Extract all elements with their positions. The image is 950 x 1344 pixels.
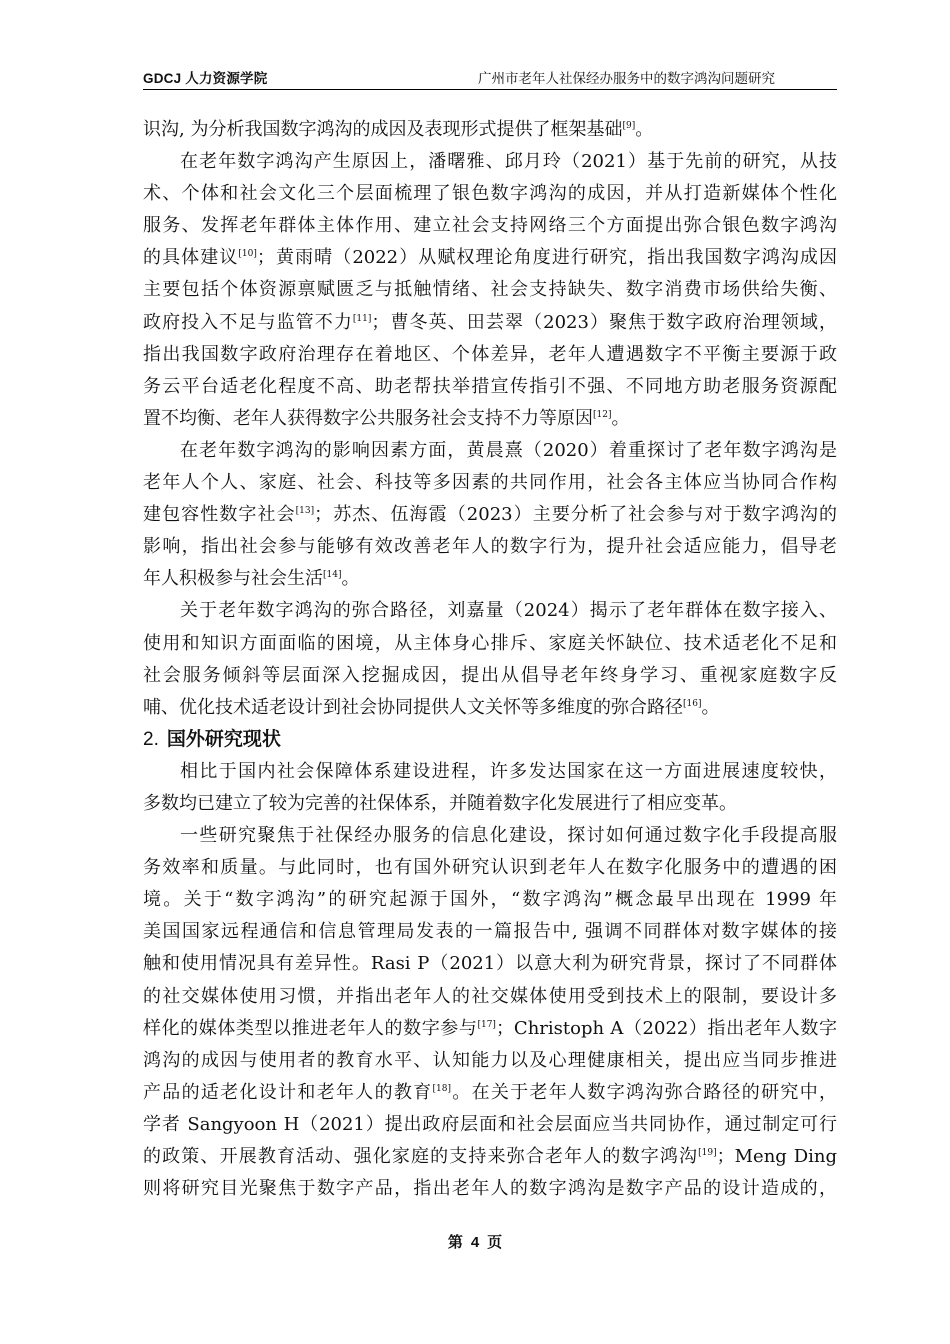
line-text: 境。关于“数字鸿沟”的研究起源于国外，“数字鸿沟”概念最早出现在 1999 年 [143, 889, 837, 911]
page-label-prefix: 第 [447, 1234, 463, 1251]
citation-marker: [13] [295, 506, 315, 517]
citation-marker: [18] [432, 1083, 451, 1094]
paragraph [143, 756, 837, 820]
text-line [143, 692, 837, 724]
text-line [143, 563, 837, 595]
line-text: 鸿沟的成因与使用者的教育水平、认知能力以及心理健康相关，提出应当同步推进 [143, 1049, 837, 1071]
line-text: 多数均已建立了较为完善的社保体系，并随着数字化发展进行了相应变革。 [143, 792, 737, 814]
line-text-tail: ；Christoph A（2022）指出老年人数字 [495, 1017, 837, 1039]
page-number: 4 [470, 1234, 480, 1251]
line-text: 主要包括个体资源禀赋匮乏与抵触情绪、社会支持缺失、数字消费市场供给失衡、 [143, 279, 837, 301]
text-line [143, 1045, 837, 1077]
citation-marker: [10] [238, 249, 257, 260]
text-line [143, 884, 837, 916]
paragraph [143, 435, 837, 595]
line-text: 则将研究目光聚焦于数字产品，指出老年人的数字鸿沟是数字产品的设计造成的， [143, 1178, 837, 1200]
text-line [143, 628, 837, 660]
text-line [143, 1109, 837, 1141]
line-text: 相比于国内社会保障体系建设进程，许多发达国家在这一方面进展速度较快， [180, 760, 837, 782]
line-text: 触和使用情况具有差异性。Rasi P（2021）以意大利为研究背景，探讨了不同群体 [143, 953, 837, 975]
text-line [143, 531, 837, 563]
line-text: 一些研究聚焦于社保经办服务的信息化建设，探讨如何通过数字化手段提高服 [180, 825, 837, 847]
line-text-tail: 。 [341, 568, 360, 590]
line-text: 识沟, 为分析我国数字鸿沟的成因及表现形式提供了框架基础 [143, 119, 623, 140]
line-text: 置不均衡、老年人获得数字公共服务社会支持不力等原因 [143, 407, 593, 429]
line-text: 老年人个人、家庭、社会、科技等多因素的共同作用，社会各主体应当协同合作构 [143, 472, 837, 494]
text-line [143, 1173, 837, 1205]
line-text-tail: 。 [635, 119, 654, 140]
citation-marker: [11] [352, 313, 372, 324]
line-text: 哺、优化技术适老设计到社会协同提供人文关怀等多维度的弥合路径 [143, 696, 683, 718]
running-header [143, 70, 837, 90]
text-line [143, 146, 837, 178]
text-line [143, 242, 837, 274]
body-text [143, 114, 837, 1205]
paragraph [143, 820, 837, 1205]
citation-marker: [17] [477, 1019, 496, 1030]
line-text-tail: 。 [611, 407, 630, 429]
text-line [143, 788, 837, 820]
line-text: 的社交媒体使用习惯，并指出老年人的社交媒体使用受到技术上的限制，要设计多 [143, 985, 837, 1007]
text-line [143, 1013, 837, 1045]
text-line [143, 948, 837, 980]
line-text: 政府投入不足与监管不力 [143, 311, 353, 333]
line-text-tail: ；Meng Ding [716, 1146, 837, 1167]
text-line [143, 307, 837, 339]
line-text: 学者 Sangyoon H（2021）提出政府层面和社会层面应当共同协作，通过制定可行 [143, 1113, 837, 1135]
text-line [143, 274, 837, 306]
line-text: 服务、发挥老年群体主体作用、建立社会支持网络三个方面提出弥合银色数字鸿沟 [143, 215, 837, 237]
line-text: 在老年数字鸿沟产生原因上，潘曙雅、邱月玲（2021）基于先前的研究，从技 [180, 151, 837, 173]
paragraph [143, 146, 837, 435]
text-line [143, 852, 837, 884]
paragraph [143, 595, 837, 723]
line-text: 社会服务倾斜等层面深入挖掘成因，提出从倡导老年终身学习、重视家庭数字反 [143, 664, 837, 686]
line-text: 使用和知识方面面临的困境，从主体身心排斥、家庭关怀缺位、技术适老化不足和 [143, 632, 837, 654]
text-line [143, 467, 837, 499]
text-line [143, 820, 837, 852]
section-number: 2. [143, 728, 159, 750]
line-text: 产品的适老化设计和老年人的教育 [143, 1081, 433, 1103]
text-line [143, 981, 837, 1013]
citation-marker: [16] [683, 698, 702, 709]
text-line [143, 210, 837, 242]
line-text: 的政策、开展教育活动、强化家庭的支持来弥合老年人的数字鸿沟 [143, 1146, 699, 1167]
section-title: 国外研究现状 [166, 728, 281, 750]
line-text: 美国国家远程通信和信息管理局发表的一篇报告中, 强调不同群体对数字媒体的接 [143, 921, 837, 943]
text-line [143, 1141, 837, 1173]
line-text: 影响，指出社会参与能够有效改善老年人的数字行为，提升社会适应能力，倡导老 [143, 536, 837, 558]
page-footer [0, 1231, 950, 1252]
line-text: 关于老年数字鸿沟的弥合路径，刘嘉量（2024）揭示了老年群体在数字接入、 [180, 600, 837, 622]
text-line [143, 756, 837, 788]
line-text: 务效率和质量。与此同时，也有国外研究认识到老年人在数字化服务中的遭遇的困 [143, 857, 837, 879]
text-line [143, 114, 837, 146]
line-text: 指出我国数字政府治理存在着地区、个体差异，老年人遭遇数字不平衡主要源于政 [143, 343, 837, 365]
text-line [143, 371, 837, 403]
section-heading [143, 724, 837, 756]
line-text-tail: 。在关于老年人数字鸿沟弥合路径的研究中， [451, 1081, 838, 1103]
line-text-tail: ；苏杰、伍海霞（2023）主要分析了社会参与对于数字鸿沟的 [314, 504, 837, 526]
citation-marker: [19] [698, 1148, 717, 1158]
line-text: 年人积极参与社会生活 [143, 568, 323, 590]
text-line [143, 660, 837, 692]
line-text-tail: ；曹冬英、田芸翠（2023）聚焦于数字政府治理领域， [371, 311, 837, 333]
text-line [143, 499, 837, 531]
line-text-tail: 。 [701, 696, 720, 718]
text-line [143, 339, 837, 371]
text-line [143, 435, 837, 467]
line-text: 的具体建议 [143, 247, 239, 269]
text-line [143, 178, 837, 210]
header-institution: GDCJ 人力资源学院 [143, 71, 268, 86]
text-line [143, 595, 837, 627]
line-text: 务云平台适老化程度不高、助老帮扶举措宣传指引不强、不同地方助老服务资源配 [143, 375, 837, 397]
line-text-tail: ；黄雨晴（2022）从赋权理论角度进行研究，指出我国数字鸿沟成因 [256, 247, 838, 269]
line-text: 样化的媒体类型以推进老年人的数字参与 [143, 1017, 478, 1039]
text-line [143, 916, 837, 948]
text-line [143, 1077, 837, 1109]
citation-marker: [9] [622, 121, 636, 131]
header-thesis-title: 广州市老年人社保经办服务中的数字鸿沟问题研究 [478, 71, 775, 86]
paragraph [143, 114, 837, 146]
citation-marker: [12] [593, 409, 612, 420]
paragraphs-foreign-research [143, 756, 837, 1205]
line-text: 术、个体和社会文化三个层面梳理了银色数字鸿沟的成因，并从打造新媒体个性化 [143, 183, 837, 205]
paragraphs-domestic-research [143, 114, 837, 724]
line-text: 建包容性数字社会 [143, 504, 296, 526]
page-label-suffix: 页 [487, 1234, 503, 1251]
text-line [143, 403, 837, 435]
line-text: 在老年数字鸿沟的影响因素方面，黄晨熹（2020）着重探讨了老年数字鸿沟是 [180, 439, 837, 461]
citation-marker: [14] [323, 570, 342, 581]
